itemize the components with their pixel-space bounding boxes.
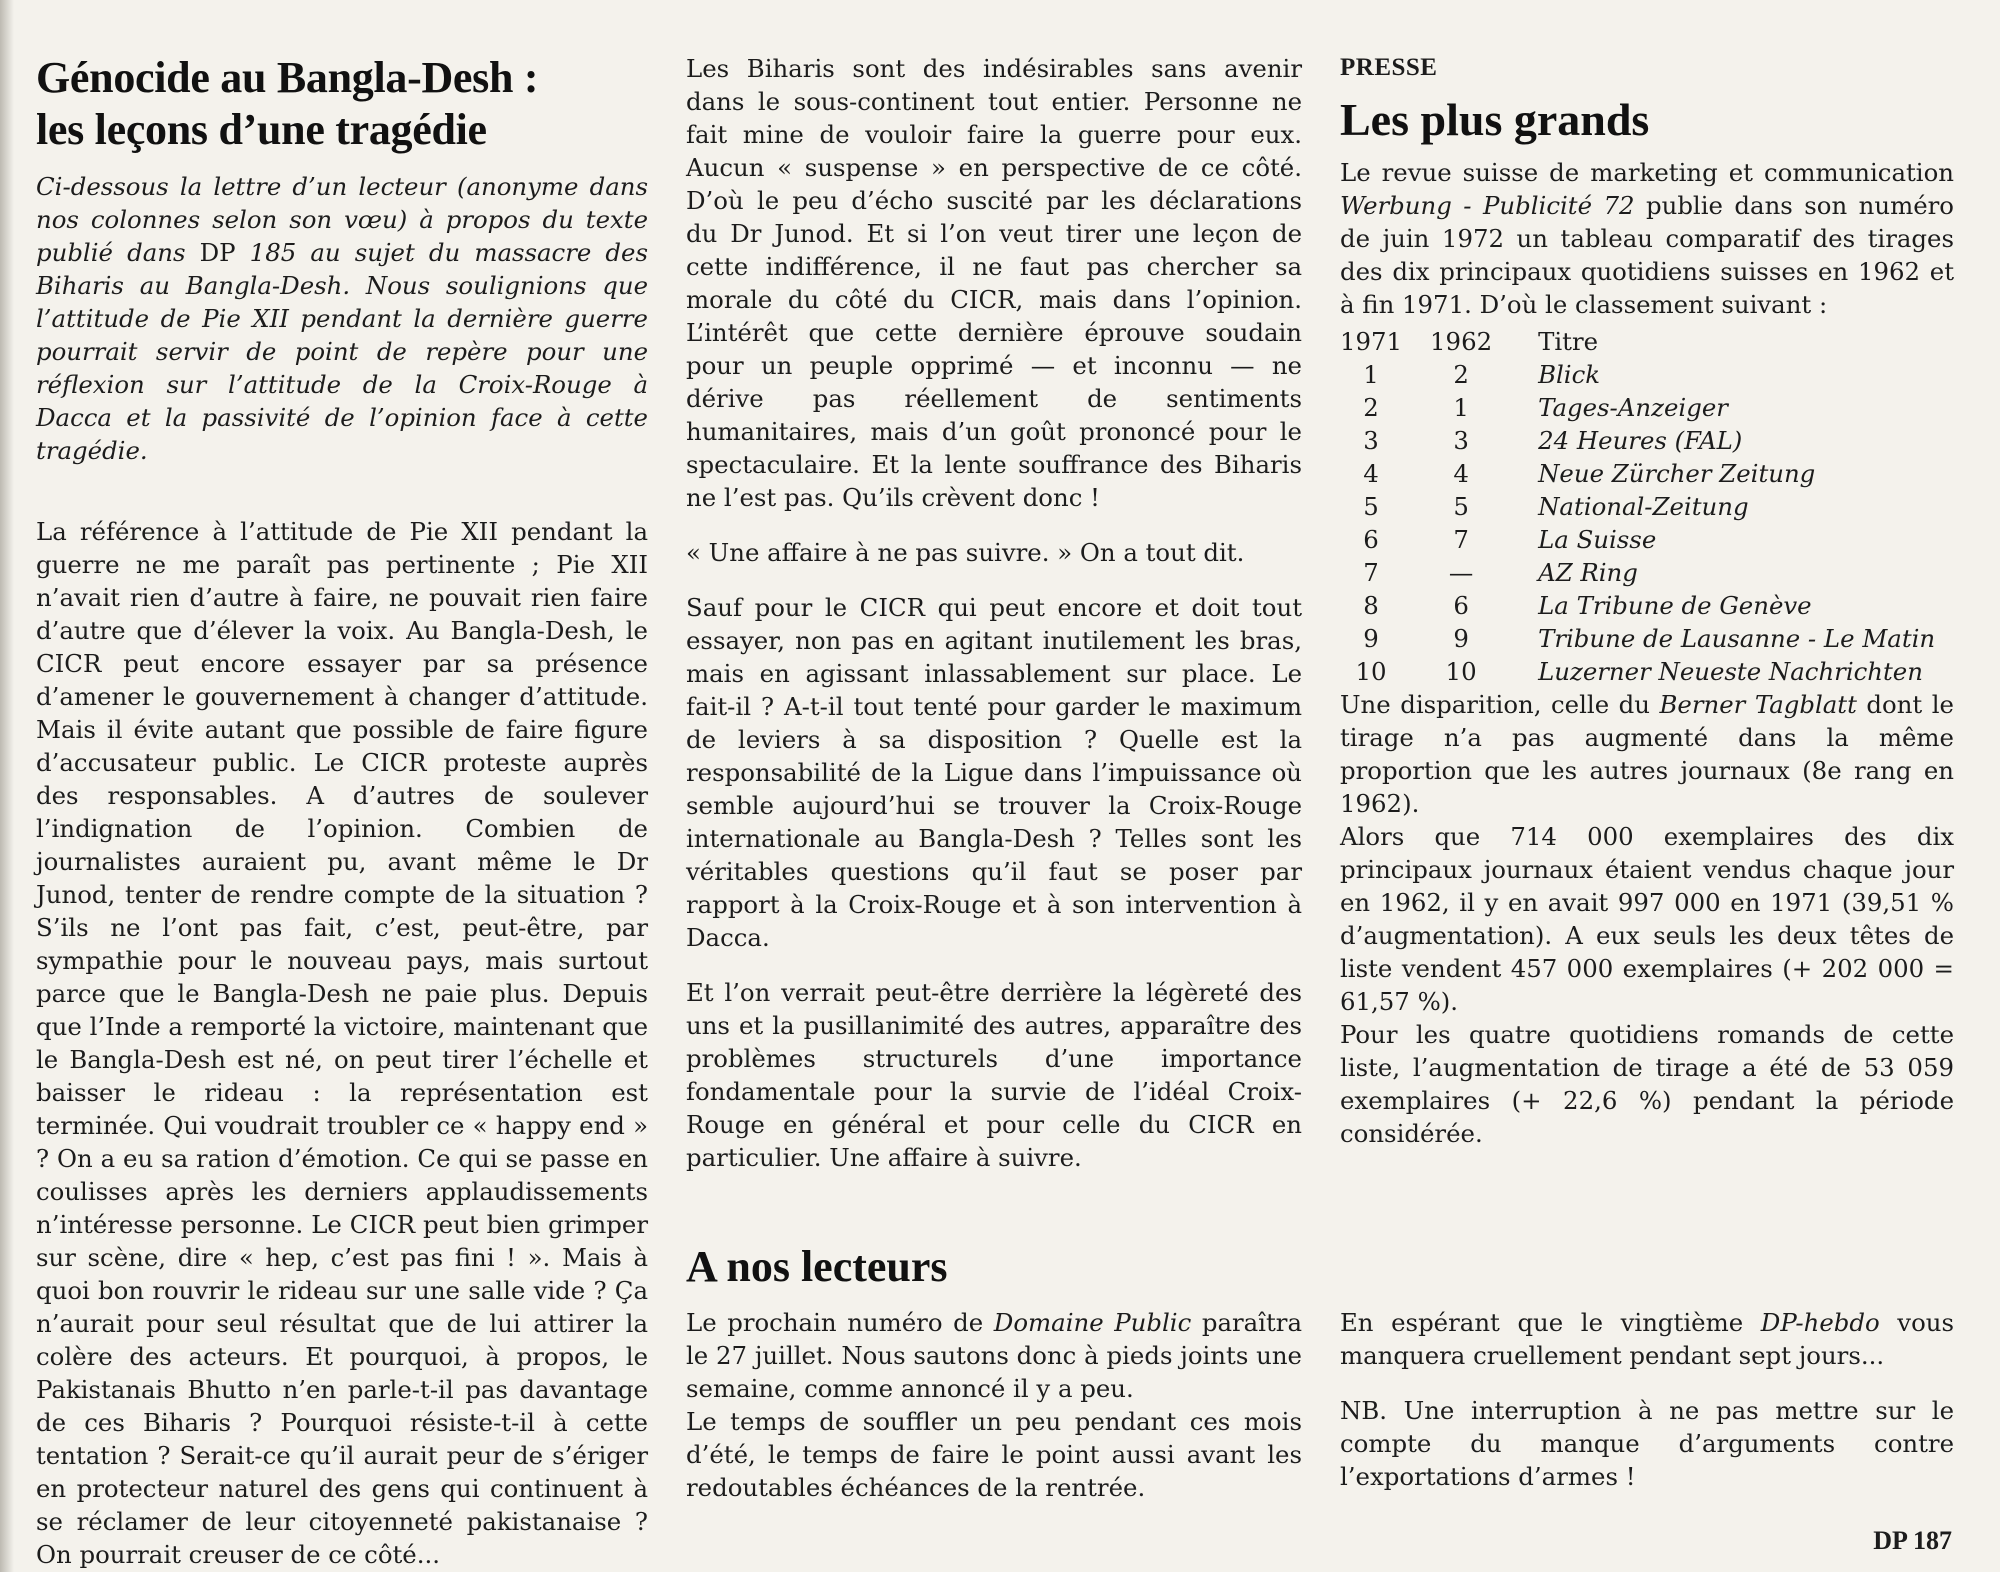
paragraph-cicr: Sauf pour le CICR qui peut encore et doit tout essayer, non pas en agitant inutilement les bras, mais en agissant inlassablement sur place. Le fait-il ? A-t-il tout tenté pour garder le maximum de leviers à sa disposition ? Quelle est la responsabilité de la Ligue dans l’impuissance où semble aujourd’hui se trouver la Croix-Rouge internationale au Bangla-Desh ? Telles sont les véritables questions qu’il faut se poser par rapport à la Croix-Rouge et à son intervention à Dacca. <box>686 593 1302 952</box>
rank-1971: 1 <box>1363 360 1379 389</box>
newspaper-title: Luzerner Neueste Nachrichten <box>1538 657 1923 686</box>
rank-1962: 7 <box>1453 525 1469 554</box>
rank-1971: 8 <box>1363 591 1379 620</box>
rank-1962: 2 <box>1453 360 1469 389</box>
table-row <box>1340 556 1935 589</box>
newspaper-title: Tribune de Lausanne - Le Matin <box>1538 624 1936 653</box>
table-row <box>1340 358 1935 391</box>
presse-chiffres: Alors que 714 000 exemplaires des dix principaux journaux étaient vendus chaque jour en 1962, il y en avait 997 000 en 1971 (39,51 % d’augmentation). A eux seuls les deux têtes de liste vendent 457 000 exemplaires (+ 202 000 = 61,57 %). <box>1340 822 1954 1016</box>
newspaper-title: Neue Zürcher Zeitung <box>1538 459 1816 488</box>
lecteurs-p1-a: Le prochain numéro de <box>686 1308 994 1337</box>
disparition-paper: Berner Tagblatt <box>1659 690 1857 719</box>
article-continuation <box>686 52 1302 1174</box>
lecteurs-dp-hebdo: DP-hebdo <box>1760 1308 1880 1337</box>
table-row <box>1340 457 1935 490</box>
newspaper-title: Tages-Anzeiger <box>1538 393 1728 422</box>
intro-dp: DP <box>199 238 236 267</box>
rank-1962: 5 <box>1453 492 1469 521</box>
lecteurs-p1 <box>686 1306 1302 1405</box>
article-body: La référence à l’attitude de Pie XII pendant la guerre ne me paraît pas pertinente ; Pie XII n’avait rien d’autre à faire, ne pouvait rien faire d’autre que d’élever la voix. Au Bangla-Desh, le CICR peut encore essayer par sa présence d’amener le gouvernement à changer d’attitude. Mais il évite autant que possible de faire figure d’accusateur public. Le CICR proteste auprès des responsables. A d’autres de soulever l’indignation de l’opinion. Combien de journalistes auraient pu, avant même le Dr Junod, tenter de rendre compte de la situation ? S’ils ne l’ont pas fait, c’est, peut-être, par sympathie pour le nouveau pays, mais surtout parce que le Bangla-Desh ne paie plus. Depuis que l’Inde a remporté la victoire, maintenant que le Bangla-Desh est né, on peut tirer l’échelle et baisser le rideau : la représentation est terminée. Qui voudrait troubler ce « happy end » ? On a eu sa ration d’émotion. Ce qui se passe en coulisses après les derniers applaudissements n’intéresse personne. Le CICR peut bien grimper sur scène, dire « hep, c’est pas fini ! ». Mais à quoi bon rouvrir le rideau sur une salle vide ? Ça n’aurait pour seul résultat que de lui attirer la colère des acteurs. Et pourquoi, à propos, le Pakistanais Bhutto n’en parle-t-il pas davantage de ces Biharis ? Pourquoi résiste-t-il à cette tentation ? Serait-ce qu’il aurait peur de s’ériger en protecteur naturel des gens qui continuent à se réclamer de leur citoyenneté pakistanaise ? On pourrait creuser de ce côté... <box>36 517 648 1569</box>
presse-publication: Werbung - Publicité 72 <box>1340 191 1635 220</box>
lecteurs-publication: Domaine Public <box>993 1308 1192 1337</box>
lecteurs-p2: Le temps de souffler un peu pendant ces mois d’été, le temps de faire le point aussi avant les redoutables échéances de la rentrée. <box>686 1407 1302 1502</box>
title-line-1: Génocide au Bangla-Desh : <box>36 53 539 102</box>
page-binding-edge <box>0 0 14 1572</box>
presse-intro-b: publie dans son numéro de juin 1972 un tableau comparatif des tirages des dix principaux quotidiens suisses en 1962 et à fin 1971. D’où le classement suivant : <box>1340 191 1954 319</box>
disparition-a: Une disparition, celle du <box>1340 690 1660 719</box>
article-genocide <box>36 52 648 1571</box>
header-1962: 1962 <box>1430 327 1493 356</box>
page-number: DP 187 <box>1873 1526 1952 1555</box>
rank-1971: 6 <box>1363 525 1379 554</box>
article-title <box>36 52 648 156</box>
newspaper-title: Blick <box>1538 360 1601 389</box>
rank-1962: — <box>1448 558 1474 587</box>
paragraph-conclusion: Et l’on verrait peut-être derrière la légèreté des uns et la pusillanimité des autres, apparaître des problèmes structurels d’une importance fondamentale pour la survie de l’idéal Croix-Rouge en général et pour celle du CICR en particulier. Une affaire à suivre. <box>686 978 1302 1172</box>
rank-1971: 4 <box>1363 459 1379 488</box>
paragraph-biharis: Les Biharis sont des indésirables sans avenir dans le sous-continent tout entier. Personne ne fait mine de vouloir faire la guerre pour eux. Aucun « suspense » en perspective de ce côté. D’où le peu d’écho suscité par les déclarations du Dr Junod. Et si l’on veut tirer une leçon de cette indifférence, il ne faut pas chercher sa morale du côté du CICR, mais dans l’opinion. L’intérêt que cette dernière éprouve soudain pour un peuple opprimé — et inconnu — ne dérive pas réellement de sentiments humanitaires, mais d’un goût prononcé pour le spectaculaire. Et la lente souffrance des Biharis ne l’est pas. Qu’ils crèvent donc ! <box>686 54 1302 512</box>
rank-1971: 3 <box>1363 426 1379 455</box>
newspaper-title: 24 Heures (FAL) <box>1538 426 1743 455</box>
presse-title: Les plus grands <box>1340 94 1650 145</box>
presse-disparition <box>1340 688 1954 820</box>
article-intro <box>36 170 648 467</box>
intro-text-2: 185 au sujet du massacre des Biharis au Bangla-Desh. Nous soulignions que l’attitude de Pie XII pendant la dernière guerre pourrait servir de point de repère pour une réflexion sur l’attitude de la Croix-Rouge à Dacca et la passivité de l’opinion face à cette tragédie. <box>36 238 648 465</box>
article-presse <box>1340 52 1954 1150</box>
lecteurs-p3 <box>1340 1306 1954 1372</box>
rank-1962: 9 <box>1453 624 1469 653</box>
presse-romands: Pour les quatre quotidiens romands de cette liste, l’augmentation de tirage a été de 53 059 exemplaires (+ 22,6 %) pendant la période considérée. <box>1340 1020 1954 1148</box>
table-row <box>1340 655 1935 688</box>
rank-1971: 2 <box>1363 393 1379 422</box>
rank-1962: 1 <box>1453 393 1469 422</box>
disparition-b: dont le tirage n’a pas augmenté dans la même proportion que les autres journaux (8e rang en 1962). <box>1340 690 1954 818</box>
rank-1962: 10 <box>1445 657 1477 686</box>
table-header-row <box>1340 325 1935 358</box>
header-1971: 1971 <box>1340 327 1403 356</box>
lecteurs-title: A nos lecteurs <box>686 1242 948 1291</box>
lecteurs-p3-a: En espérant que le vingtième <box>1340 1308 1761 1337</box>
rank-1962: 3 <box>1453 426 1469 455</box>
table-row <box>1340 523 1935 556</box>
table-row <box>1340 490 1935 523</box>
presse-intro <box>1340 156 1954 321</box>
title-line-2: les leçons d’une tragédie <box>36 105 487 154</box>
rank-1971: 10 <box>1355 657 1387 686</box>
newspaper-title: AZ Ring <box>1538 558 1638 587</box>
table-row <box>1340 424 1935 457</box>
lecteurs-right <box>1340 1306 1954 1493</box>
presse-intro-a: Le revue suisse de marketing et communication <box>1340 158 1954 187</box>
section-kicker: PRESSE <box>1340 54 1438 81</box>
newspaper-title: La Suisse <box>1538 525 1657 554</box>
rank-1971: 9 <box>1363 624 1379 653</box>
header-titre: Titre <box>1538 327 1599 356</box>
lecteurs-nb: NB. Une interruption à ne pas mettre sur le compte du manque d’arguments contre l’exportations d’armes ! <box>1340 1396 1954 1491</box>
rank-1971: 5 <box>1363 492 1379 521</box>
lecteurs-p1-b: paraîtra le 27 juillet. Nous sautons donc à pieds joints une semaine, comme annoncé il y a peu. <box>686 1308 1302 1403</box>
tirages-table <box>1340 325 1935 688</box>
newspaper-title: National-Zeitung <box>1538 492 1749 521</box>
table-row <box>1340 391 1935 424</box>
lecteurs-p3-b: vous manquera cruellement pendant sept jours... <box>1340 1308 1954 1370</box>
paragraph-affaire: « Une affaire à ne pas suivre. » On a tout dit. <box>686 538 1245 567</box>
table-row <box>1340 622 1935 655</box>
lecteurs-left <box>686 1306 1302 1504</box>
rank-1962: 6 <box>1453 591 1469 620</box>
rank-1971: 7 <box>1363 558 1379 587</box>
rank-1962: 4 <box>1453 459 1469 488</box>
newspaper-title: La Tribune de Genève <box>1538 591 1812 620</box>
table-row <box>1340 589 1935 622</box>
intro-text-1: Ci-dessous la lettre d’un lecteur (anonyme dans nos colonnes selon son vœu) à propos du texte publié dans <box>36 172 648 267</box>
